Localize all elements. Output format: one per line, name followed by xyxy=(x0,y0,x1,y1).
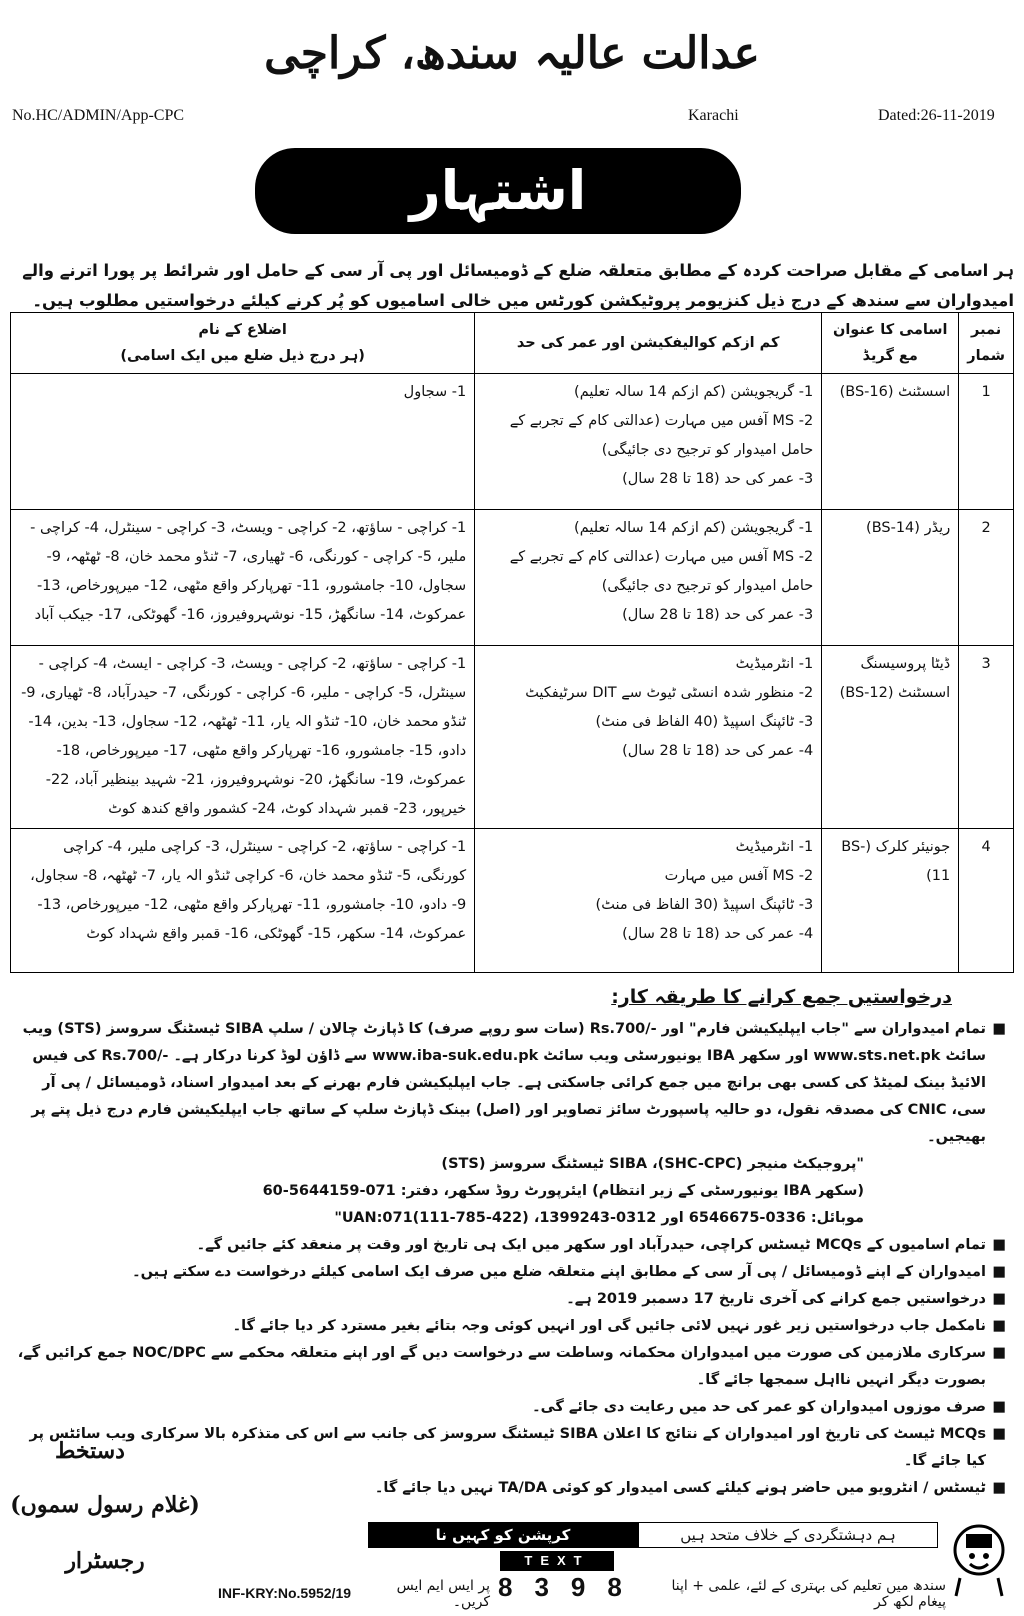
qualification-line: 2- MS آفس میں مہارت (عدالتی کام کے تجربے کے حامل امیدوار کو ترجیح دی جائیگی) xyxy=(509,413,814,458)
header-title: اسامی کا عنوان مع گریڈ xyxy=(822,313,959,374)
list-item xyxy=(10,1394,1014,1421)
court-title: عدالت عالیہ سندھ، کراچی xyxy=(264,28,760,79)
row-qualification xyxy=(475,510,822,646)
sms-number: 8398 xyxy=(498,1572,644,1602)
advertisement-banner: اشتہار xyxy=(255,148,741,234)
row-districts: 1- سجاول xyxy=(11,374,475,510)
instruction-text: ٹیسٹس / انٹرویو میں حاضر ہونے کیلئے کسی امیدوار کو کوئی TA/DA نہیں دیا جائے گا۔ xyxy=(374,1480,986,1496)
row-qualification xyxy=(475,829,822,973)
list-item xyxy=(10,1259,1014,1286)
row-districts: 1- کراچی - ساؤتھ، 2- کراچی - ویسٹ، 3- کراچی - ایسٹ، 4- کراچی - سینٹرل، 5- کراچی - ملیر، 6- کراچی - کورنگی، 7- حیدرآباد، 8- ٹھیاری، 9- ٹنڈو محمد خان، 10- ٹنڈو الہ یار، 11- ٹھٹھہ، 12- سجاول، 13- بدین، 14- دادو، 15- جامشورو، 16- تھرپارکر واقع مٹھی، 17- میرپورخاص، 18- عمرکوٹ، 19- سانگھڑ، 20- نوشہروفیروز، 21- شہید بینظیر آباد، 22- خیرپور، 23- قمبر شہداد کوٹ، 24- کشمور واقع کندھ کوٹ xyxy=(11,646,475,829)
instruction-text: امیدواران کے اپنے ڈومیسائل / پی آر سی کے مطابق اپنے متعلقہ ضلع میں صرف ایک اسامی کیلئے درخواست دے سکتے ہیں۔ xyxy=(132,1264,986,1280)
registrar-designation: رجسٹرار xyxy=(65,1548,145,1574)
header-districts xyxy=(11,313,475,374)
table-row xyxy=(11,829,1014,973)
qualification-line: 3- عمر کی حد (18 تا 28 سال) xyxy=(622,607,814,623)
table-header-row xyxy=(11,313,1014,374)
bullet-icon: ■ xyxy=(992,1426,1006,1442)
city: Karachi xyxy=(688,107,739,124)
qualification-line: 4- عمر کی حد (18 تا 28 سال) xyxy=(622,743,814,759)
anti-corruption-slogan: کرپشن کو کہیں نا xyxy=(368,1522,638,1548)
row-qualification xyxy=(475,374,822,510)
qualification-line: 3- ٹائپنگ اسپیڈ (40 الفاظ فی منٹ) xyxy=(595,714,814,730)
table-row xyxy=(11,374,1014,510)
row-no: 2 xyxy=(959,510,1014,646)
address-line: (سکھر IBA یونیورسٹی کے زیر انتظام) ایئرپورٹ روڈ سکھر، دفتر: 071-5644159-60 xyxy=(262,1183,864,1199)
row-districts: 1- کراچی - ساؤتھ، 2- کراچی - سینٹرل، 3- کراچی ملیر، 4- کراچی کورنگی، 5- ٹنڈو محمد خان، 6- کراچی ٹنڈو الہ یار، 7- ٹھٹھہ، 8- سجاول، 9- دادو، 10- جامشورو، 11- تھرپارکر واقع مٹھی، 12- میرپورخاص، 13- عمرکوٹ، 14- سکھر، 15- گھوٹکی، 16- قمبر واقع شہداد کوٹ xyxy=(11,829,475,973)
row-districts: 1- کراچی - ساؤتھ، 2- کراچی - ویسٹ، 3- کراچی - سینٹرل، 4- کراچی - ملیر، 5- کراچی - کورنگی، 6- ٹھیاری، 7- ٹنڈو محمد خان، 8- ٹھٹھہ، 9- سجاول، 10- جامشورو، 11- تھرپارکر واقع مٹھی، 12- میرپورخاص، 13- عمرکوٹ، 14- سانگھڑ، 15- نوشہروفیروز، 16- گھوٹکی، 17- جیکب آباد xyxy=(11,510,475,646)
qualification-line: 4- عمر کی حد (18 تا 28 سال) xyxy=(622,926,814,942)
bullet-icon: ■ xyxy=(992,1291,1006,1307)
signature-label: دستخط xyxy=(55,1438,125,1464)
address-line: موبائل: 0336-6546675 اور 0312-1399243، UAN:071(111-785-422)" xyxy=(334,1210,864,1226)
qualification-line: 3- ٹائپنگ اسپیڈ (30 الفاظ فی منٹ) xyxy=(595,897,814,913)
instruction-text: MCQs ٹیسٹ کی تاریخ اور امیدواران کے نتائج کا اعلان SIBA ٹیسٹنگ سروسز کی جانب سے اس کی متذکرہ بالا سرکاری ویب سائٹس پر کیا جائے گا۔ xyxy=(29,1426,986,1469)
registrar-name: (غلام رسول سموں) xyxy=(10,1492,200,1518)
row-no: 4 xyxy=(959,829,1014,973)
intro-paragraph: ہر اسامی کے مقابل صراحت کردہ کے مطابق متعلقہ ضلع کے ڈومیسائل اور پی آر سی کے حامل اور شرائط پر پورا اترنے والے امیدواران سے سندھ کے درج ذیل کنزیومر پروٹیکشن کورٹس میں خالی اسامیوں کو پُر کرنے کیلئے درخواستیں مطلوب ہیں۔ xyxy=(22,261,1014,310)
instruction-text: سرکاری ملازمین کی صورت میں امیدواران محکمانہ وساطت سے درخواست دیں گے اور اپنے متعلقہ محکمے سے NOC/DPC جمع کرائیں گے، بصورت دیگر انہیں نااہل سمجھا جائے گا۔ xyxy=(17,1345,986,1388)
qualification-line: 2- MS آفس میں مہارت xyxy=(664,868,814,884)
qualification-line: 2- منظور شدہ انسٹی ٹیوٹ سے DIT سرٹیفکیٹ xyxy=(525,685,814,701)
row-title: جونیئر کلرک (BS-11) xyxy=(822,829,959,973)
how-to-apply-title: درخواستیں جمع کرانے کا طریقہ کار: xyxy=(611,986,952,1008)
instruction-text: نامکمل جاب درخواستیں زیر غور نہیں لائی جائیں گی اور انہیں کوئی وجہ بتائے بغیر مسترد کر دیا جائے گا۔ xyxy=(232,1318,986,1334)
vacancy-table xyxy=(10,312,1014,973)
text-label: TEXT xyxy=(500,1551,614,1571)
qualification-line: 2- MS آفس میں مہارت (عدالتی کام کے تجربے کے حامل امیدوار کو ترجیح دی جائیگی) xyxy=(509,549,814,594)
header-districts-note: (ہر درج ذیل ضلع میں ایک اسامی) xyxy=(120,348,365,364)
how-to-apply-section xyxy=(10,1016,1014,1502)
bullet-icon: ■ xyxy=(992,1237,1006,1253)
qualification-line: 1- گریجویشن (کم ازکم 14 سالہ تعلیم) xyxy=(574,520,814,536)
row-title: اسسٹنٹ (BS-16) xyxy=(822,374,959,510)
instruction-text: تمام امیدواران سے "جاب ایپلیکیشن فارم" اور -/Rs.700 (سات سو روپے صرف) کا ڈپازٹ چالان / سلپ SIBA ٹیسٹنگ سروسز (STS) ویب سائٹ www.sts.net.pk اور سکھر IBA یونیورسٹی ویب سائٹ www.iba-suk.edu.pk سے ڈاؤن لوڈ کرنا درکار ہے۔ -/Rs.700 کی فیس الائیڈ بینک لمیٹڈ کی کسی بھی برانچ میں جمع کرائی جاسکتی ہے۔ جاب ایپلیکیشن فارم بھرنے کے بعد امیدوار اسناد، ڈومیسائل / پی آر سی، CNIC کی مصدقہ نقول، دو حالیہ پاسپورٹ سائز تصاویر اور (اصل) بینک ڈپازٹ سلپ کے ساتھ جاب ایپلیکیشن فارم درج ذیل پتے پر بھیجیں۔ xyxy=(22,1021,986,1145)
row-no: 1 xyxy=(959,374,1014,510)
bullet-icon: ■ xyxy=(992,1318,1006,1334)
row-no: 3 xyxy=(959,646,1014,829)
bullet-icon: ■ xyxy=(992,1399,1006,1415)
list-item xyxy=(10,1016,1014,1151)
qualification-line: 3- عمر کی حد (18 تا 28 سال) xyxy=(622,471,814,487)
qualification-line: 1- انٹرمیڈیٹ xyxy=(735,656,814,672)
list-item xyxy=(10,1232,1014,1259)
bullet-icon: ■ xyxy=(992,1345,1006,1361)
header-no: نمبر شمار xyxy=(959,313,1014,374)
list-item xyxy=(10,1340,1014,1394)
instruction-text: صرف موزوں امیدواران کو عمر کی حد میں رعایت دی جائے گی۔ xyxy=(532,1399,986,1415)
date: Dated:26-11-2019 xyxy=(878,107,995,124)
sms-instruction: سندھ میں تعلیم کی بہتری کے لئے، علمی + اپنا پیغام لکھ کر xyxy=(671,1578,946,1610)
header-qualification: کم ازکم کوالیفکیشن اور عمر کی حد xyxy=(475,313,822,374)
inf-number: INF-KRY:No.5952/19 xyxy=(218,1585,352,1601)
row-title: ڈیٹا پروسیسنگ اسسٹنٹ (BS-12) xyxy=(822,646,959,829)
qualification-line: 1- انٹرمیڈیٹ xyxy=(735,839,814,855)
row-qualification xyxy=(475,646,822,829)
sms-instruction-end: پر ایس ایم ایس کریں۔ xyxy=(396,1578,490,1610)
anti-terrorism-slogan: ہم دہشتگردی کے خلاف متحد ہیں xyxy=(638,1522,938,1548)
list-item xyxy=(10,1421,1014,1475)
table-row xyxy=(11,510,1014,646)
instruction-text: تمام اسامیوں کے MCQs ٹیسٹس کراچی، حیدرآباد اور سکھر میں ایک ہی تاریخ اور وقت پر منعقد کئے جائیں گے۔ xyxy=(196,1237,986,1253)
qualification-line: 1- گریجویشن (کم ازکم 14 سالہ تعلیم) xyxy=(574,384,814,400)
bullet-icon: ■ xyxy=(992,1264,1006,1280)
reference-number: No.HC/ADMIN/App-CPC xyxy=(12,107,185,124)
instruction-text: درخواستیں جمع کرانے کی آخری تاریخ 17 دسمبر 2019 ہے۔ xyxy=(566,1291,986,1307)
row-title: ریڈر (BS-14) xyxy=(822,510,959,646)
bullet-icon: ■ xyxy=(992,1021,1006,1037)
bullet-icon: ■ xyxy=(992,1480,1006,1496)
address-line: "پروجیکٹ منیجر (SHC-CPC)، SIBA ٹیسٹنگ سروسز (STS) xyxy=(441,1156,864,1172)
list-item xyxy=(10,1286,1014,1313)
mascot-icon xyxy=(948,1520,1010,1600)
header-districts-label: اضلاع کے نام xyxy=(198,322,287,338)
table-row xyxy=(11,646,1014,829)
list-item xyxy=(10,1313,1014,1340)
